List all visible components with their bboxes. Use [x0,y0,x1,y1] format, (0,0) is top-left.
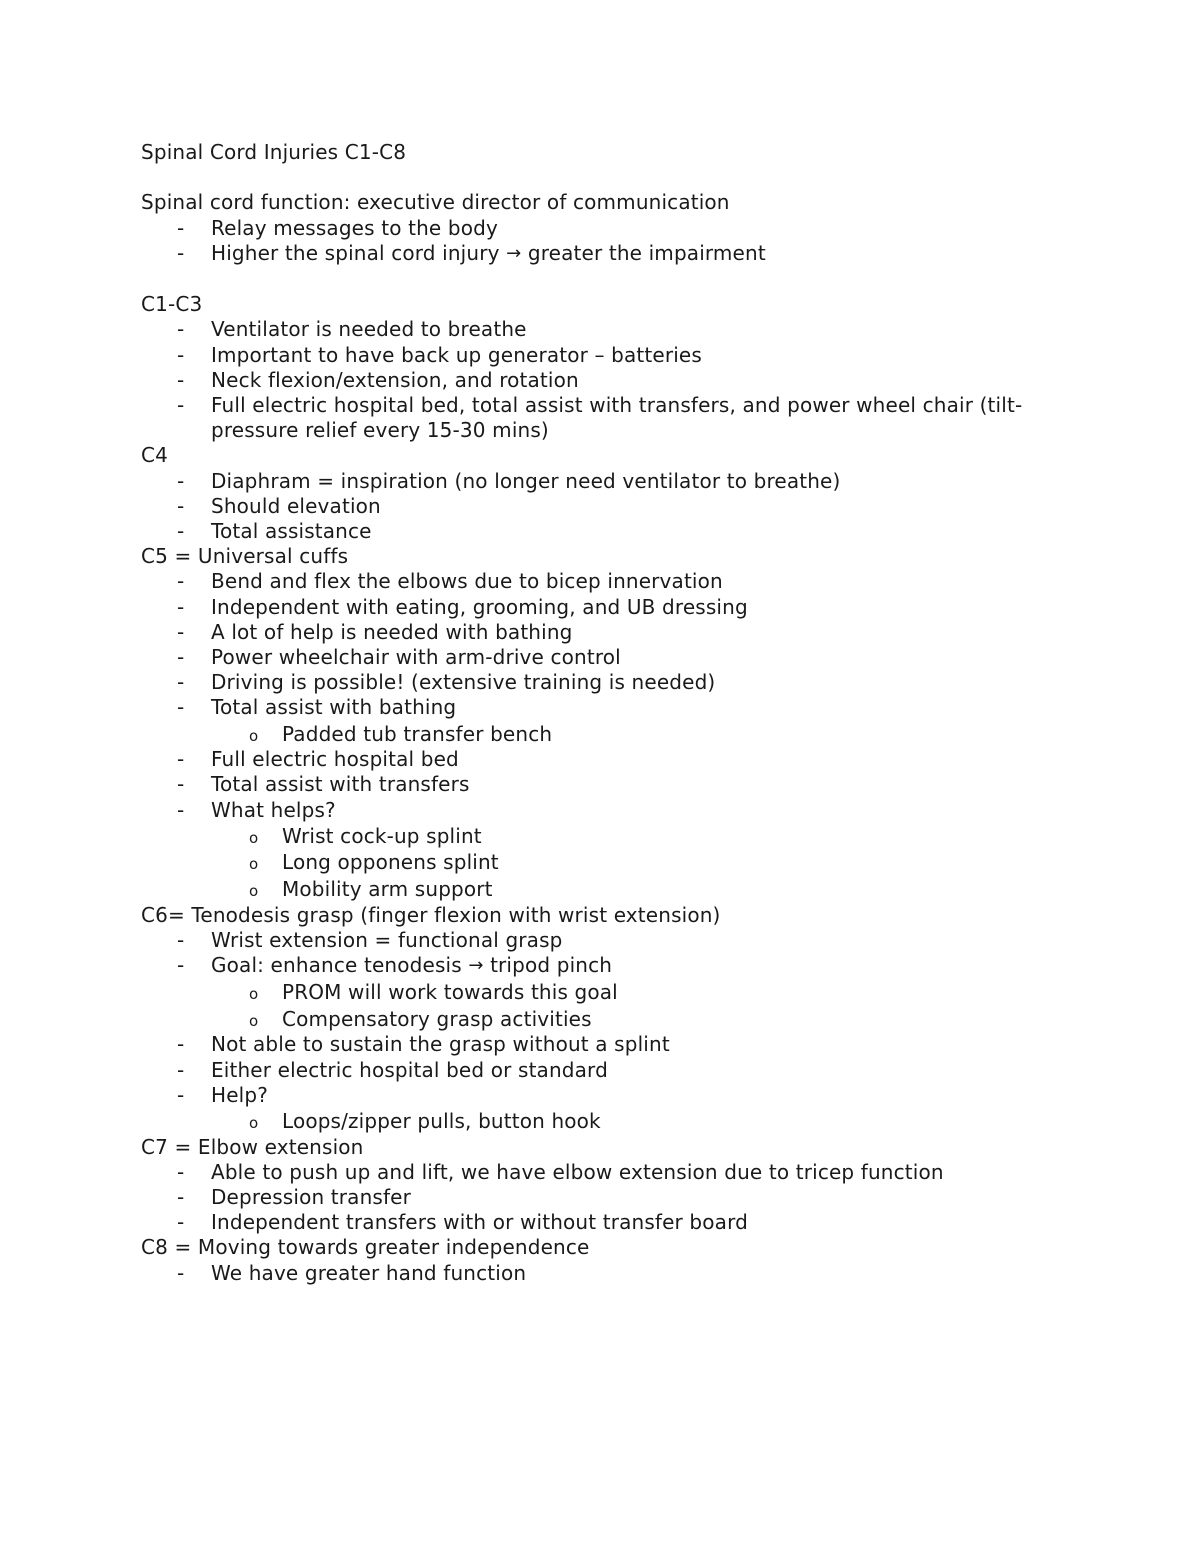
list-item [141,595,1101,620]
sub-list-item [141,721,1101,748]
list-item-text: Neck flexion/extension, and rotation [211,367,579,392]
list-item-text: Wrist extension = functional grasp [211,927,563,952]
dash-marker: - [177,772,185,797]
list-item [141,216,1101,241]
dash-marker: - [177,1260,185,1285]
list-item-text: Bend and flex the elbows due to bicep innervation [211,569,723,594]
list-item [141,368,1101,393]
list-item [141,620,1101,645]
section-heading-c8: C8 = Moving towards greater independence [141,1235,590,1260]
list-item [141,645,1101,670]
list-item [141,519,1101,544]
sub-list-item-text: Wrist cock-up splint [282,823,482,848]
arrow-right-icon: → [468,955,484,977]
dash-marker: - [177,342,185,367]
list-item [141,928,1101,953]
list-item-text: A lot of help is needed with bathing [211,619,573,644]
dash-marker: - [177,645,185,670]
sub-list-item [141,849,1101,876]
list-item-text: Goal: enhance tenodesis [211,953,462,978]
list-item [141,317,1101,342]
circle-bullet-marker: o [249,985,259,1004]
section-heading-c4: C4 [141,443,168,468]
dash-marker: - [177,927,185,952]
list-item [141,1185,1101,1210]
section-heading-c6: C6= Tenodesis grasp (finger flexion with wrist extension) [141,902,721,927]
list-item [141,1058,1101,1083]
sub-list-item [141,979,1101,1006]
list-item [141,494,1101,519]
section-heading-intro: Spinal cord function: executive director of communication [141,190,730,215]
list-item-text: Either electric hospital bed or standard [211,1057,608,1082]
list-item [141,953,1101,979]
list-item [141,241,1101,267]
circle-bullet-marker: o [249,1011,259,1030]
list-item [141,1210,1101,1235]
list-item [141,393,1101,443]
dash-marker: - [177,393,185,417]
list-item [141,747,1101,772]
list-item-text: Ventilator is needed to breathe [211,317,527,342]
list-item-text: Full electric hospital bed [211,747,459,772]
circle-bullet-marker: o [249,1114,259,1133]
list-item-text: Help? [211,1082,268,1107]
list-item [141,343,1101,368]
document-page [141,140,1101,1286]
list-item-text: Total assist with bathing [211,695,457,720]
dash-marker: - [177,797,185,822]
list-item-text: tripod pinch [490,953,613,978]
dash-marker: - [177,695,185,720]
list-item-text: We have greater hand function [211,1260,527,1285]
dash-marker: - [177,468,185,493]
section-heading-c5: C5 = Universal cuffs [141,544,349,569]
list-item-text: Important to have back up generator – batteries [211,342,702,367]
sub-list-item-text: Padded tub transfer bench [282,721,553,746]
list-item-text: Driving is possible! (extensive training is needed) [211,670,716,695]
list-item-text: Independent with eating, grooming, and UB dressing [211,594,748,619]
document-title: Spinal Cord Injuries C1-C8 [141,140,407,164]
list-item-text: Independent transfers with or without transfer board [211,1210,748,1235]
list-item [141,1032,1101,1057]
circle-bullet-marker: o [249,828,259,847]
sub-list-item [141,876,1101,903]
dash-marker: - [177,1185,185,1210]
dash-marker: - [177,953,185,978]
dash-marker: - [177,519,185,544]
list-item-text: Higher the spinal cord injury [211,240,500,265]
sub-list-item [141,1006,1101,1033]
sub-list-item-text: Long opponens splint [282,850,499,875]
sub-list-item-text: Compensatory grasp activities [282,1006,592,1031]
list-item [141,1160,1101,1185]
circle-bullet-marker: o [249,855,259,874]
dash-marker: - [177,1057,185,1082]
circle-bullet-marker: o [249,882,259,901]
dash-marker: - [177,594,185,619]
arrow-right-icon: → [506,242,522,264]
list-item-text: Relay messages to the body [211,215,498,240]
spacer [141,165,1101,190]
dash-marker: - [177,215,185,240]
section-heading-c7: C7 = Elbow extension [141,1134,364,1159]
list-item [141,695,1101,720]
list-item [141,1261,1101,1286]
list-item-text: Not able to sustain the grasp without a splint [211,1032,670,1057]
circle-bullet-marker: o [249,726,259,745]
dash-marker: - [177,1210,185,1235]
list-item-text: greater the impairment [527,240,766,265]
dash-marker: - [177,569,185,594]
spacer [141,267,1101,292]
dash-marker: - [177,747,185,772]
list-item [141,469,1101,494]
list-item [141,798,1101,823]
dash-marker: - [177,317,185,342]
list-item [141,772,1101,797]
list-item-text: What helps? [211,797,336,822]
dash-marker: - [177,493,185,518]
sub-list-item [141,823,1101,850]
list-item-text: Power wheelchair with arm-drive control [211,645,621,670]
sub-list-item-text: Loops/zipper pulls, button hook [282,1109,601,1134]
sub-list-item [141,1108,1101,1135]
list-item [141,1083,1101,1108]
list-item-text: Should elevation [211,493,381,518]
list-item-text: Depression transfer [211,1185,411,1210]
dash-marker: - [177,240,185,265]
dash-marker: - [177,670,185,695]
list-item-text: Total assist with transfers [211,772,470,797]
dash-marker: - [177,367,185,392]
section-heading-c1-c3: C1-C3 [141,292,203,317]
list-item [141,569,1101,594]
list-item-text: Full electric hospital bed, total assist with transfers, and power wheel chair (tilt-pressure relief every 15-30 mins) [211,393,1023,443]
list-item-text: Diaphram = inspiration (no longer need ventilator to breathe) [211,468,841,493]
dash-marker: - [177,1032,185,1057]
dash-marker: - [177,1159,185,1184]
sub-list-item-text: PROM will work towards this goal [282,980,618,1005]
list-item-text: Total assistance [211,519,372,544]
dash-marker: - [177,619,185,644]
sub-list-item-text: Mobility arm support [282,877,493,902]
list-item-text: Able to push up and lift, we have elbow extension due to tricep function [211,1159,944,1184]
list-item [141,670,1101,695]
dash-marker: - [177,1082,185,1107]
